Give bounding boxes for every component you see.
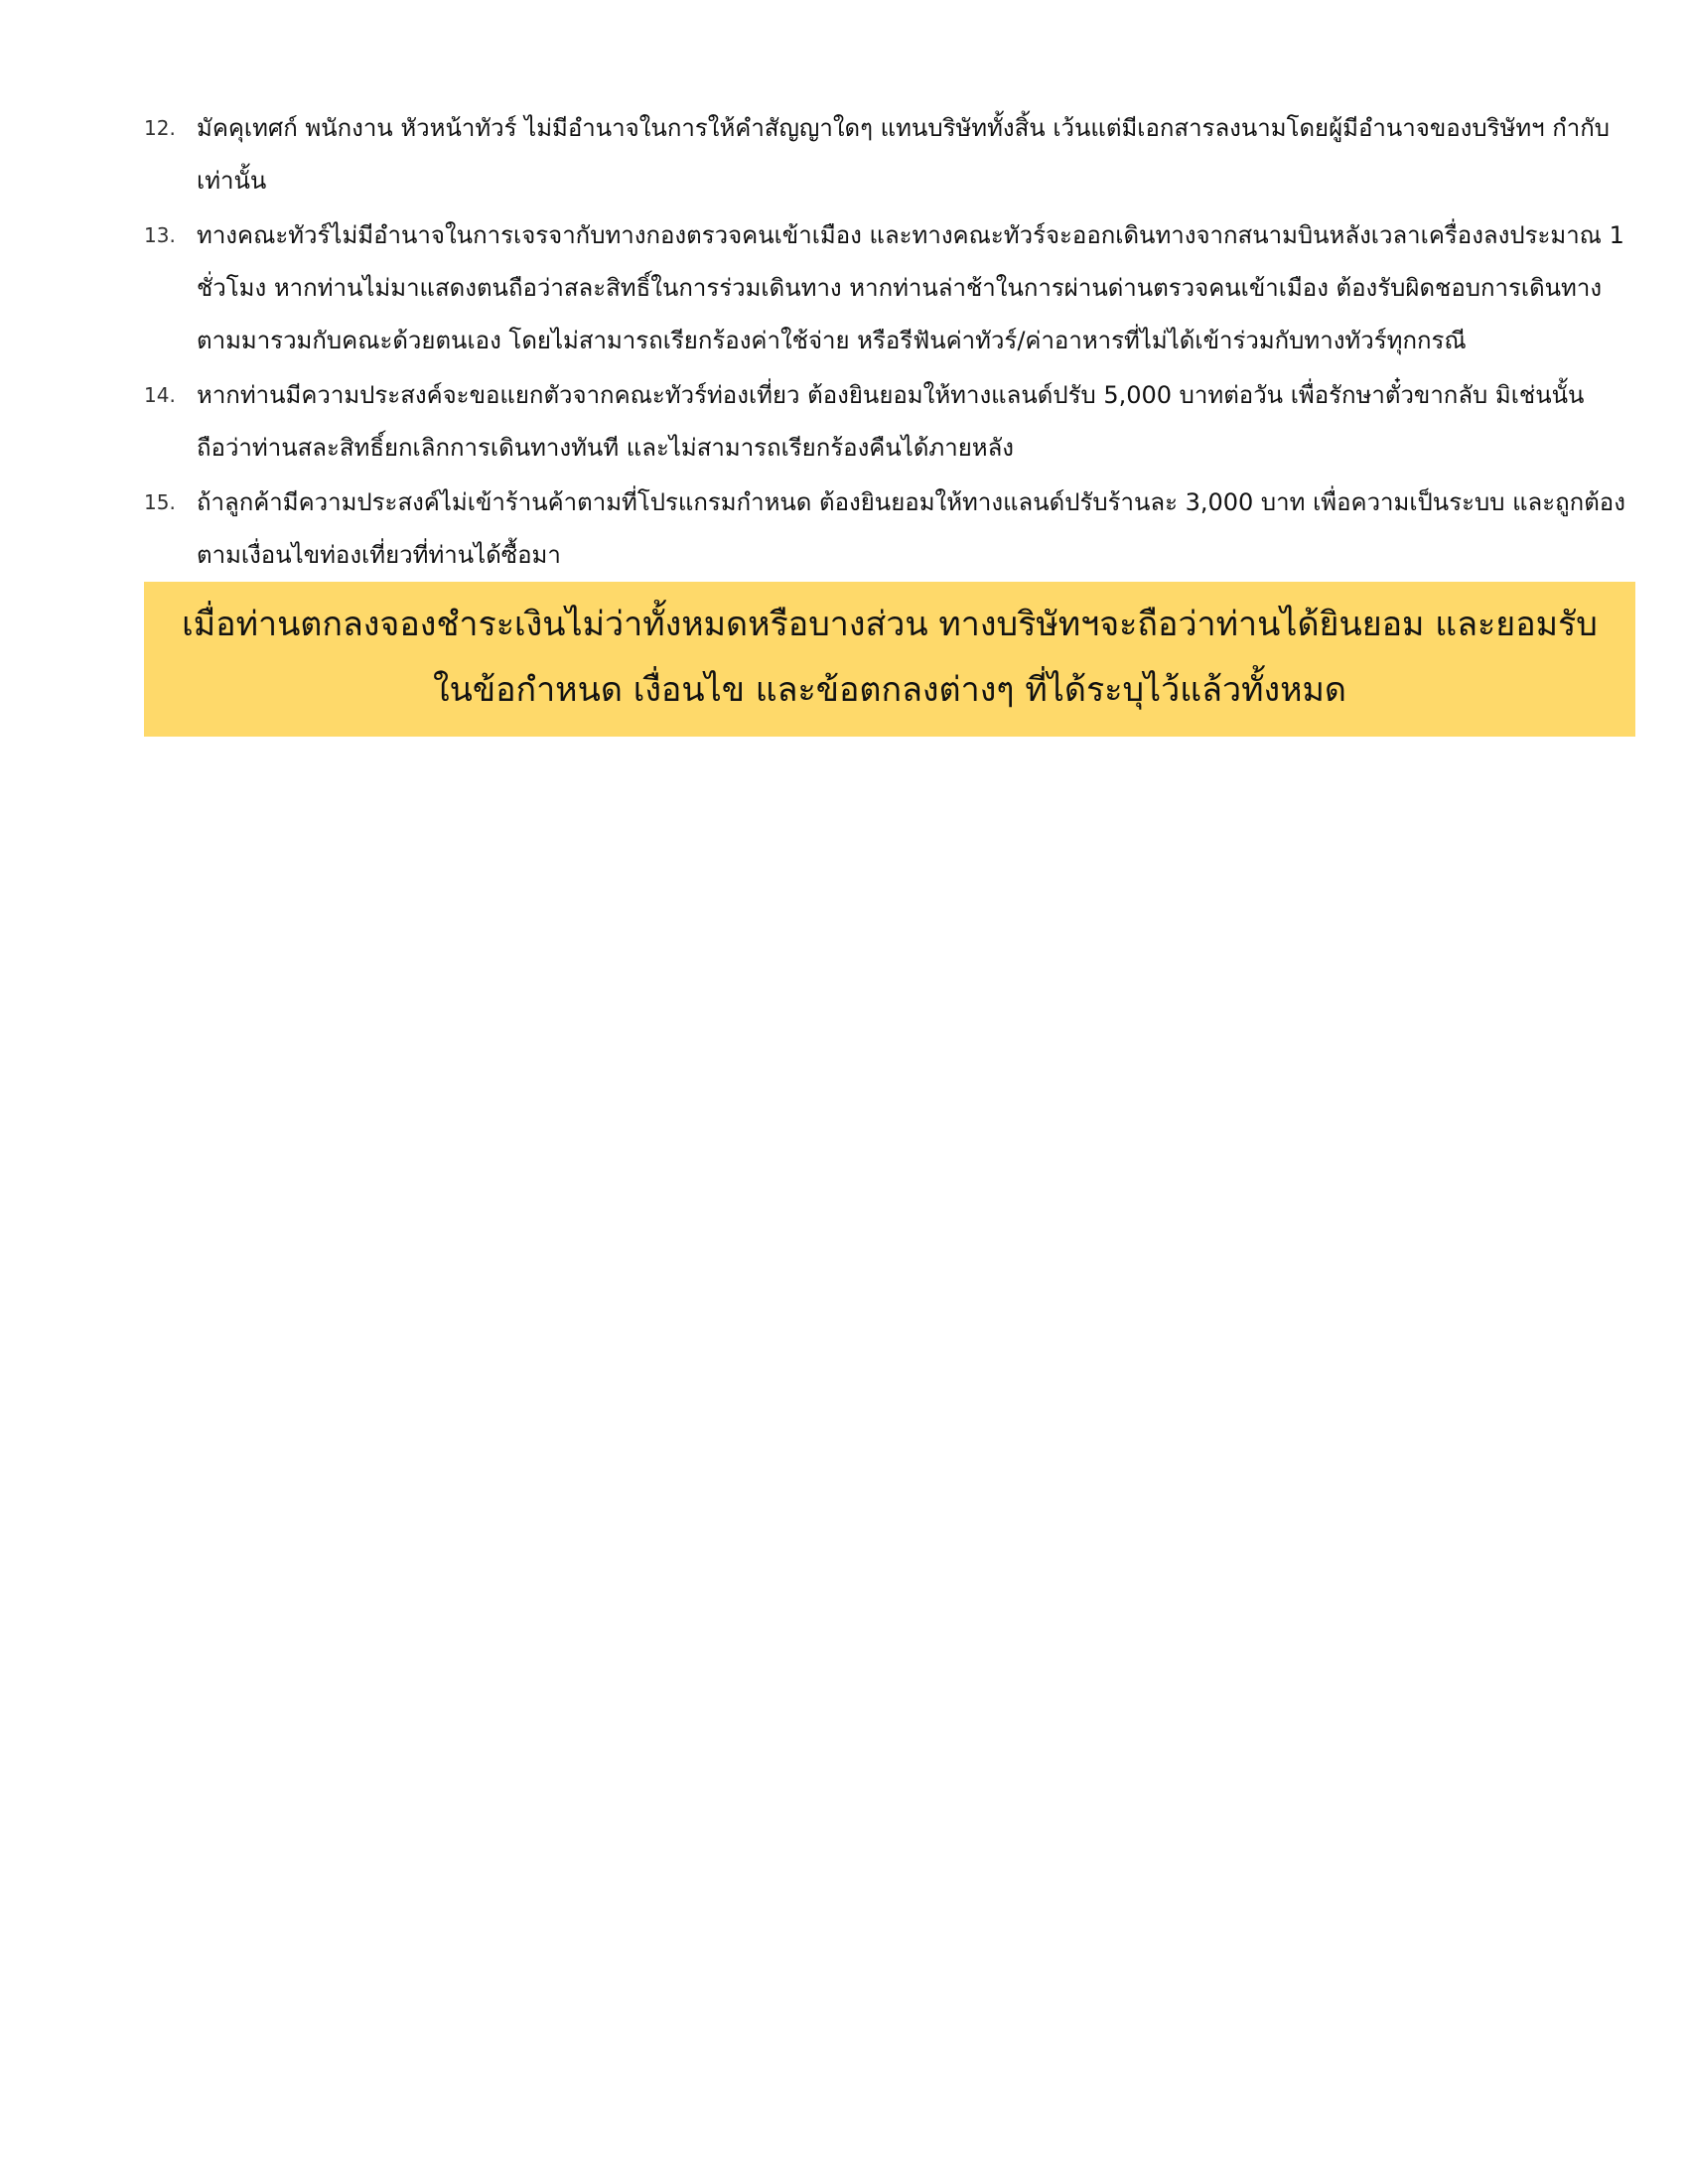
term-item-12 — [144, 102, 1633, 207]
acceptance-notice — [144, 582, 1635, 737]
term-number: 12. — [144, 116, 176, 140]
term-text: หากท่านมีความประสงค์จะขอแยกตัวจากคณะทัวร์ท่องเที่ยว ต้องยินยอมให้ทางแลนด์ปรับ 5,000 บาทต่อวัน เพื่อรักษาตั๋วขากลับ มิเช่นนั้นถือว่าท่านสละสิทธิ์ยกเลิกการเดินทางทันที และไม่สามารถเรียกร้องคืนได้ภายหลัง — [197, 381, 1585, 462]
term-text: ทางคณะทัวร์ไม่มีอำนาจในการเจรจากับทางกองตรวจคนเข้าเมือง และทางคณะทัวร์จะออกเดินทางจากสนามบินหลังเวลาเครื่องลงประมาณ 1 ชั่วโมง หากท่านไม่มาแสดงตนถือว่าสละสิทธิ์ในการร่วมเดินทาง หากท่านล่าช้าในการผ่านด่านตรวจคนเข้าเมือง ต้องรับผิดชอบการเดินทางตามมารวมกับคณะด้วยตนเอง โดยไม่สามารถเรียกร้องค่าใช้จ่าย หรือรีฟันค่าทัวร์/ค่าอาหารที่ไม่ได้เข้าร่วมกับทางทัวร์ทุกกรณี — [197, 221, 1624, 354]
term-number: 15. — [144, 490, 176, 514]
notice-line-1: เมื่อท่านตกลงจองชำระเงินไม่ว่าทั้งหมดหรือบางส่วน ทางบริษัทฯจะถือว่าท่านได้ยินยอม และยอมรับ — [182, 605, 1598, 644]
term-text: ถ้าลูกค้ามีความประสงค์ไม่เข้าร้านค้าตามที่โปรแกรมกำหนด ต้องยินยอมให้ทางแลนด์ปรับร้านละ 3,000 บาท เพื่อความเป็นระบบ และถูกต้องตามเงื่อนไขท่องเที่ยวที่ท่านได้ซื้อมา — [197, 488, 1625, 569]
term-item-14 — [144, 369, 1633, 475]
term-number: 14. — [144, 383, 176, 407]
term-text: มัคคุเทศก์ พนักงาน หัวหน้าทัวร์ ไม่มีอำนาจในการให้คำสัญญาใดๆ แทนบริษัททั้งสิ้น เว้นแต่มีเอกสารลงนามโดยผู้มีอำนาจของบริษัทฯ กำกับเท่านั้น — [197, 114, 1611, 195]
term-number: 13. — [144, 223, 176, 247]
terms-list — [144, 102, 1633, 584]
notice-line-2: ในข้อกำหนด เงื่อนไข และข้อตกลงต่างๆ ที่ได้ระบุไว้แล้วทั้งหมด — [432, 670, 1347, 710]
term-item-13 — [144, 209, 1633, 367]
term-item-15 — [144, 477, 1633, 582]
